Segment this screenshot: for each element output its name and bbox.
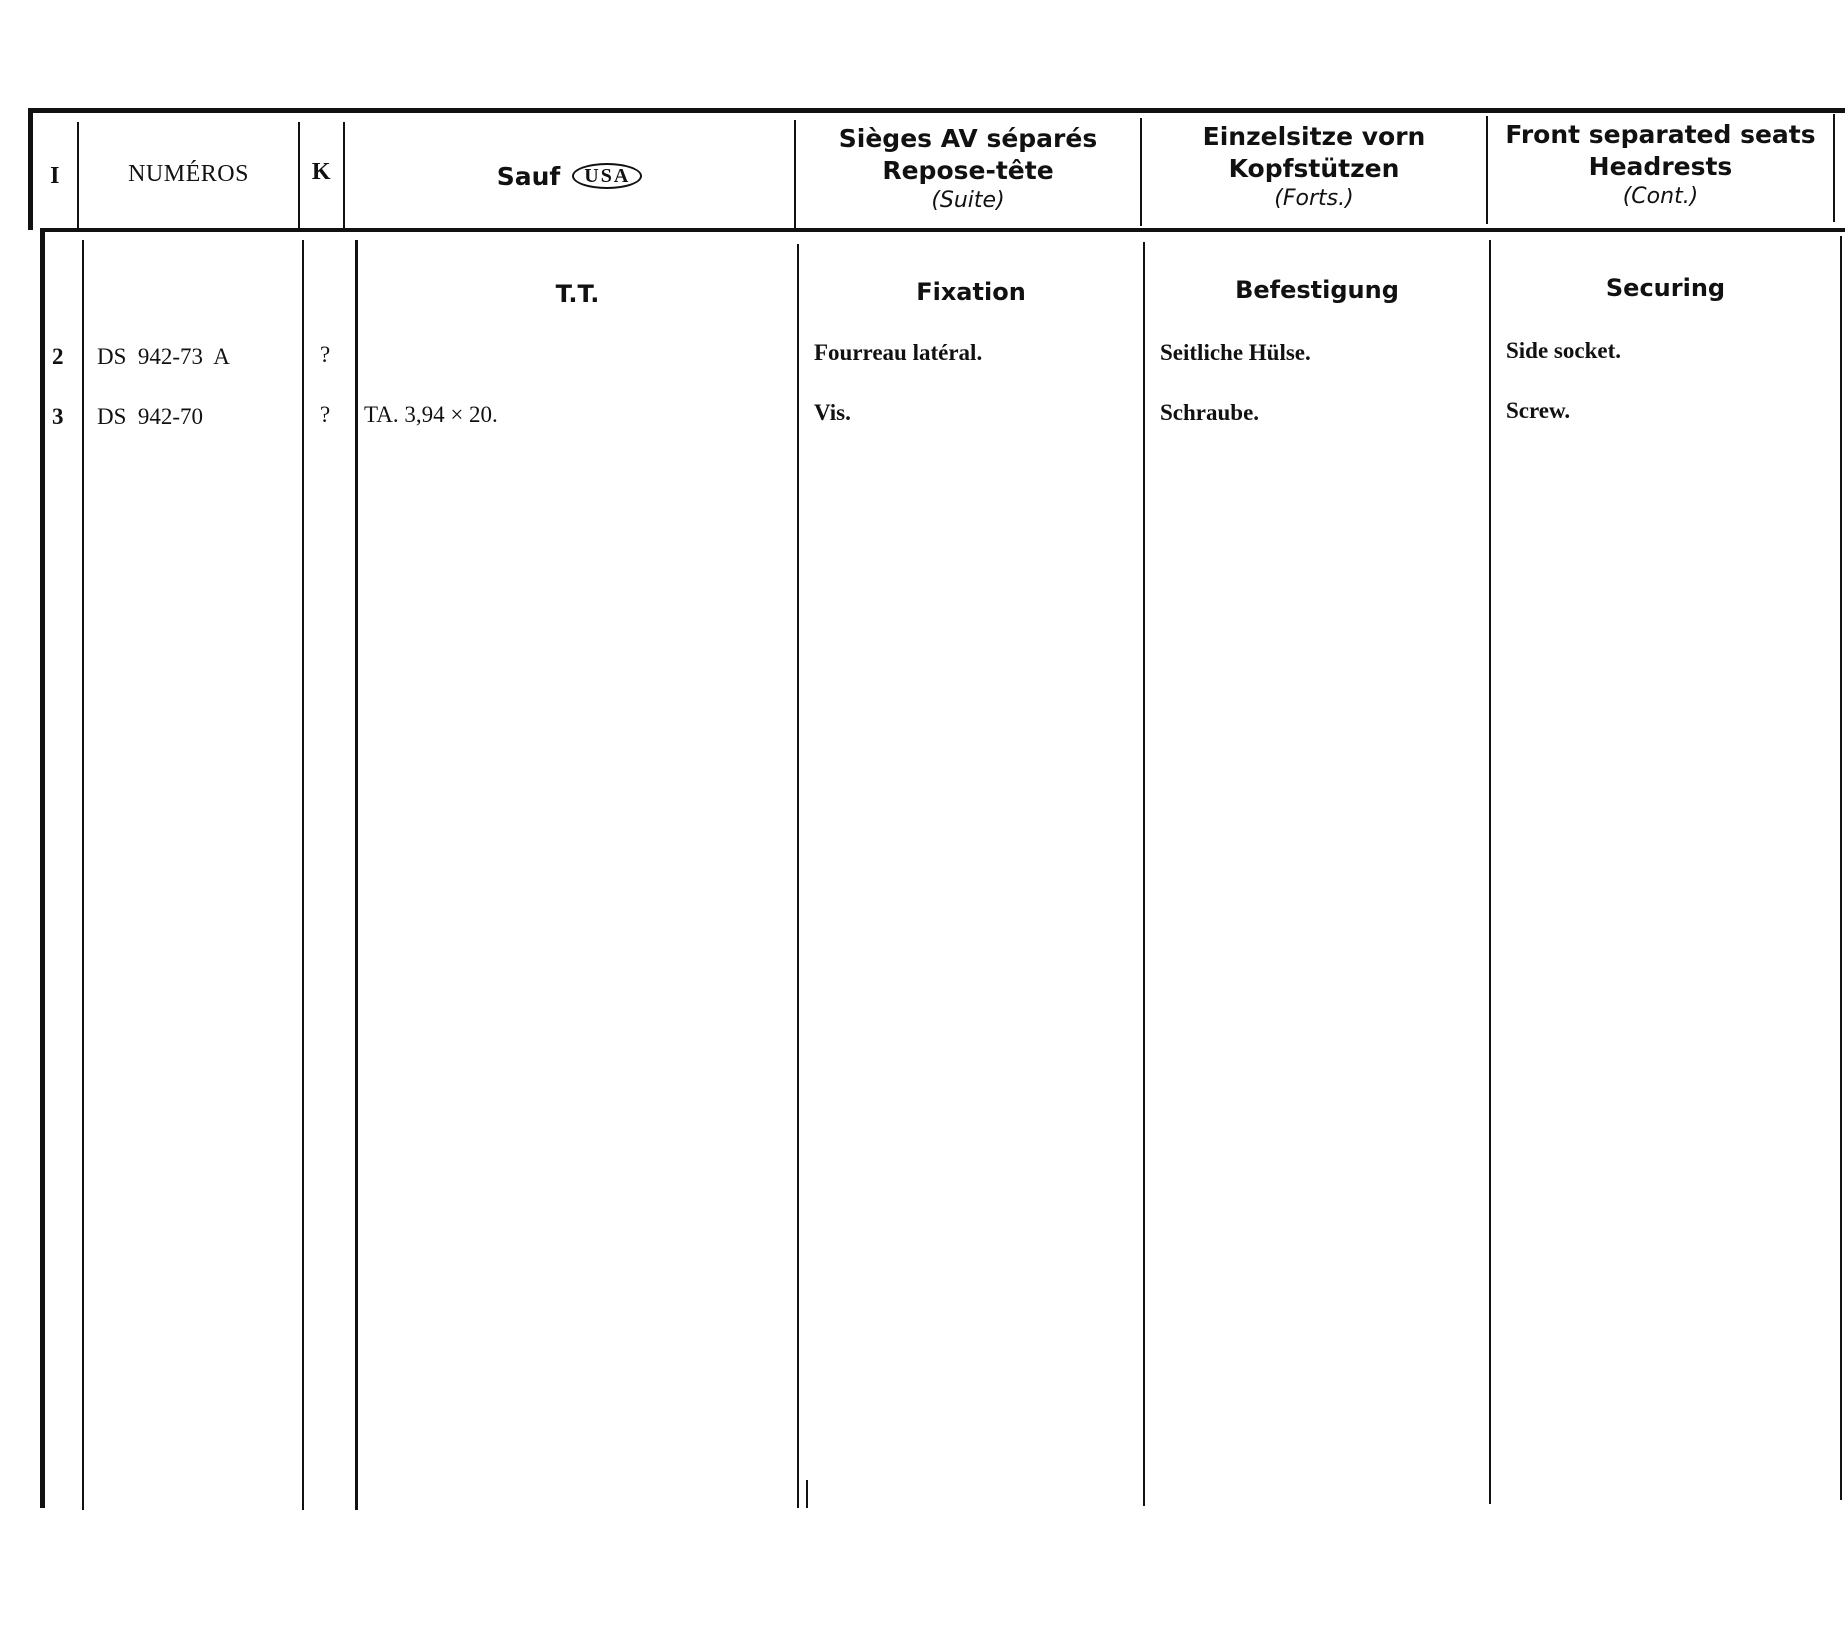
column-header-index: I xyxy=(50,162,60,189)
row-index: 3 xyxy=(52,404,64,429)
row-k: ? xyxy=(320,342,331,367)
section-heading-tt: T.T. xyxy=(555,280,600,308)
row-index: 2 xyxy=(52,344,64,369)
body-divider xyxy=(1840,236,1842,1500)
section-heading-de: Befestigung xyxy=(1235,276,1399,304)
header-de-line3: (Forts.) xyxy=(1274,186,1354,211)
usa-badge: USA xyxy=(572,163,642,189)
column-header-k: K xyxy=(311,158,332,185)
header-en-line1: Front separated seats xyxy=(1505,120,1816,149)
sauf-label: Sauf xyxy=(496,161,561,191)
row-desc-en: Side socket. xyxy=(1506,338,1621,363)
header-de-line1: Einzelsitze vorn xyxy=(1202,122,1426,151)
row-desc-en: Screw. xyxy=(1506,398,1571,423)
body-divider xyxy=(797,244,799,1508)
row-k: ? xyxy=(320,402,331,427)
row-spec: TA. 3,94 × 20. xyxy=(364,402,498,427)
column-header-sauf xyxy=(345,150,794,202)
header-en-line2: Headrests xyxy=(1588,152,1733,181)
body-left-border xyxy=(40,232,45,1508)
body-divider xyxy=(302,240,304,1510)
body-divider xyxy=(82,240,84,1510)
column-header-german xyxy=(1142,116,1486,218)
body-divider xyxy=(1489,240,1491,1504)
header-divider xyxy=(1833,114,1835,222)
row-part-number: DS 942-70 xyxy=(97,404,204,429)
header-fr-line3: (Suite) xyxy=(931,188,1005,213)
header-bottom-rule xyxy=(40,228,1845,232)
body-divider xyxy=(355,240,358,1510)
row-desc-fr: Fourreau latéral. xyxy=(814,340,983,365)
column-header-numbers: NUMÉROS xyxy=(128,160,249,187)
section-heading-fr: Fixation xyxy=(916,278,1026,306)
column-header-french xyxy=(796,118,1140,220)
body-divider xyxy=(806,1480,808,1508)
table-top-rule xyxy=(28,108,1845,113)
row-desc-de: Seitliche Hülse. xyxy=(1160,340,1311,365)
header-fr-line1: Sièges AV séparés xyxy=(838,124,1098,153)
body-divider xyxy=(1143,242,1145,1506)
header-fr-line2: Repose-tête xyxy=(882,156,1054,185)
row-desc-fr: Vis. xyxy=(814,400,851,425)
row-part-number: DS 942-73 A xyxy=(97,344,230,369)
row-desc-de: Schraube. xyxy=(1160,400,1260,425)
header-en-line3: (Cont.) xyxy=(1622,184,1699,209)
section-heading-en: Securing xyxy=(1605,274,1726,302)
column-header-english xyxy=(1488,114,1833,216)
header-de-line2: Kopfstützen xyxy=(1228,154,1400,183)
